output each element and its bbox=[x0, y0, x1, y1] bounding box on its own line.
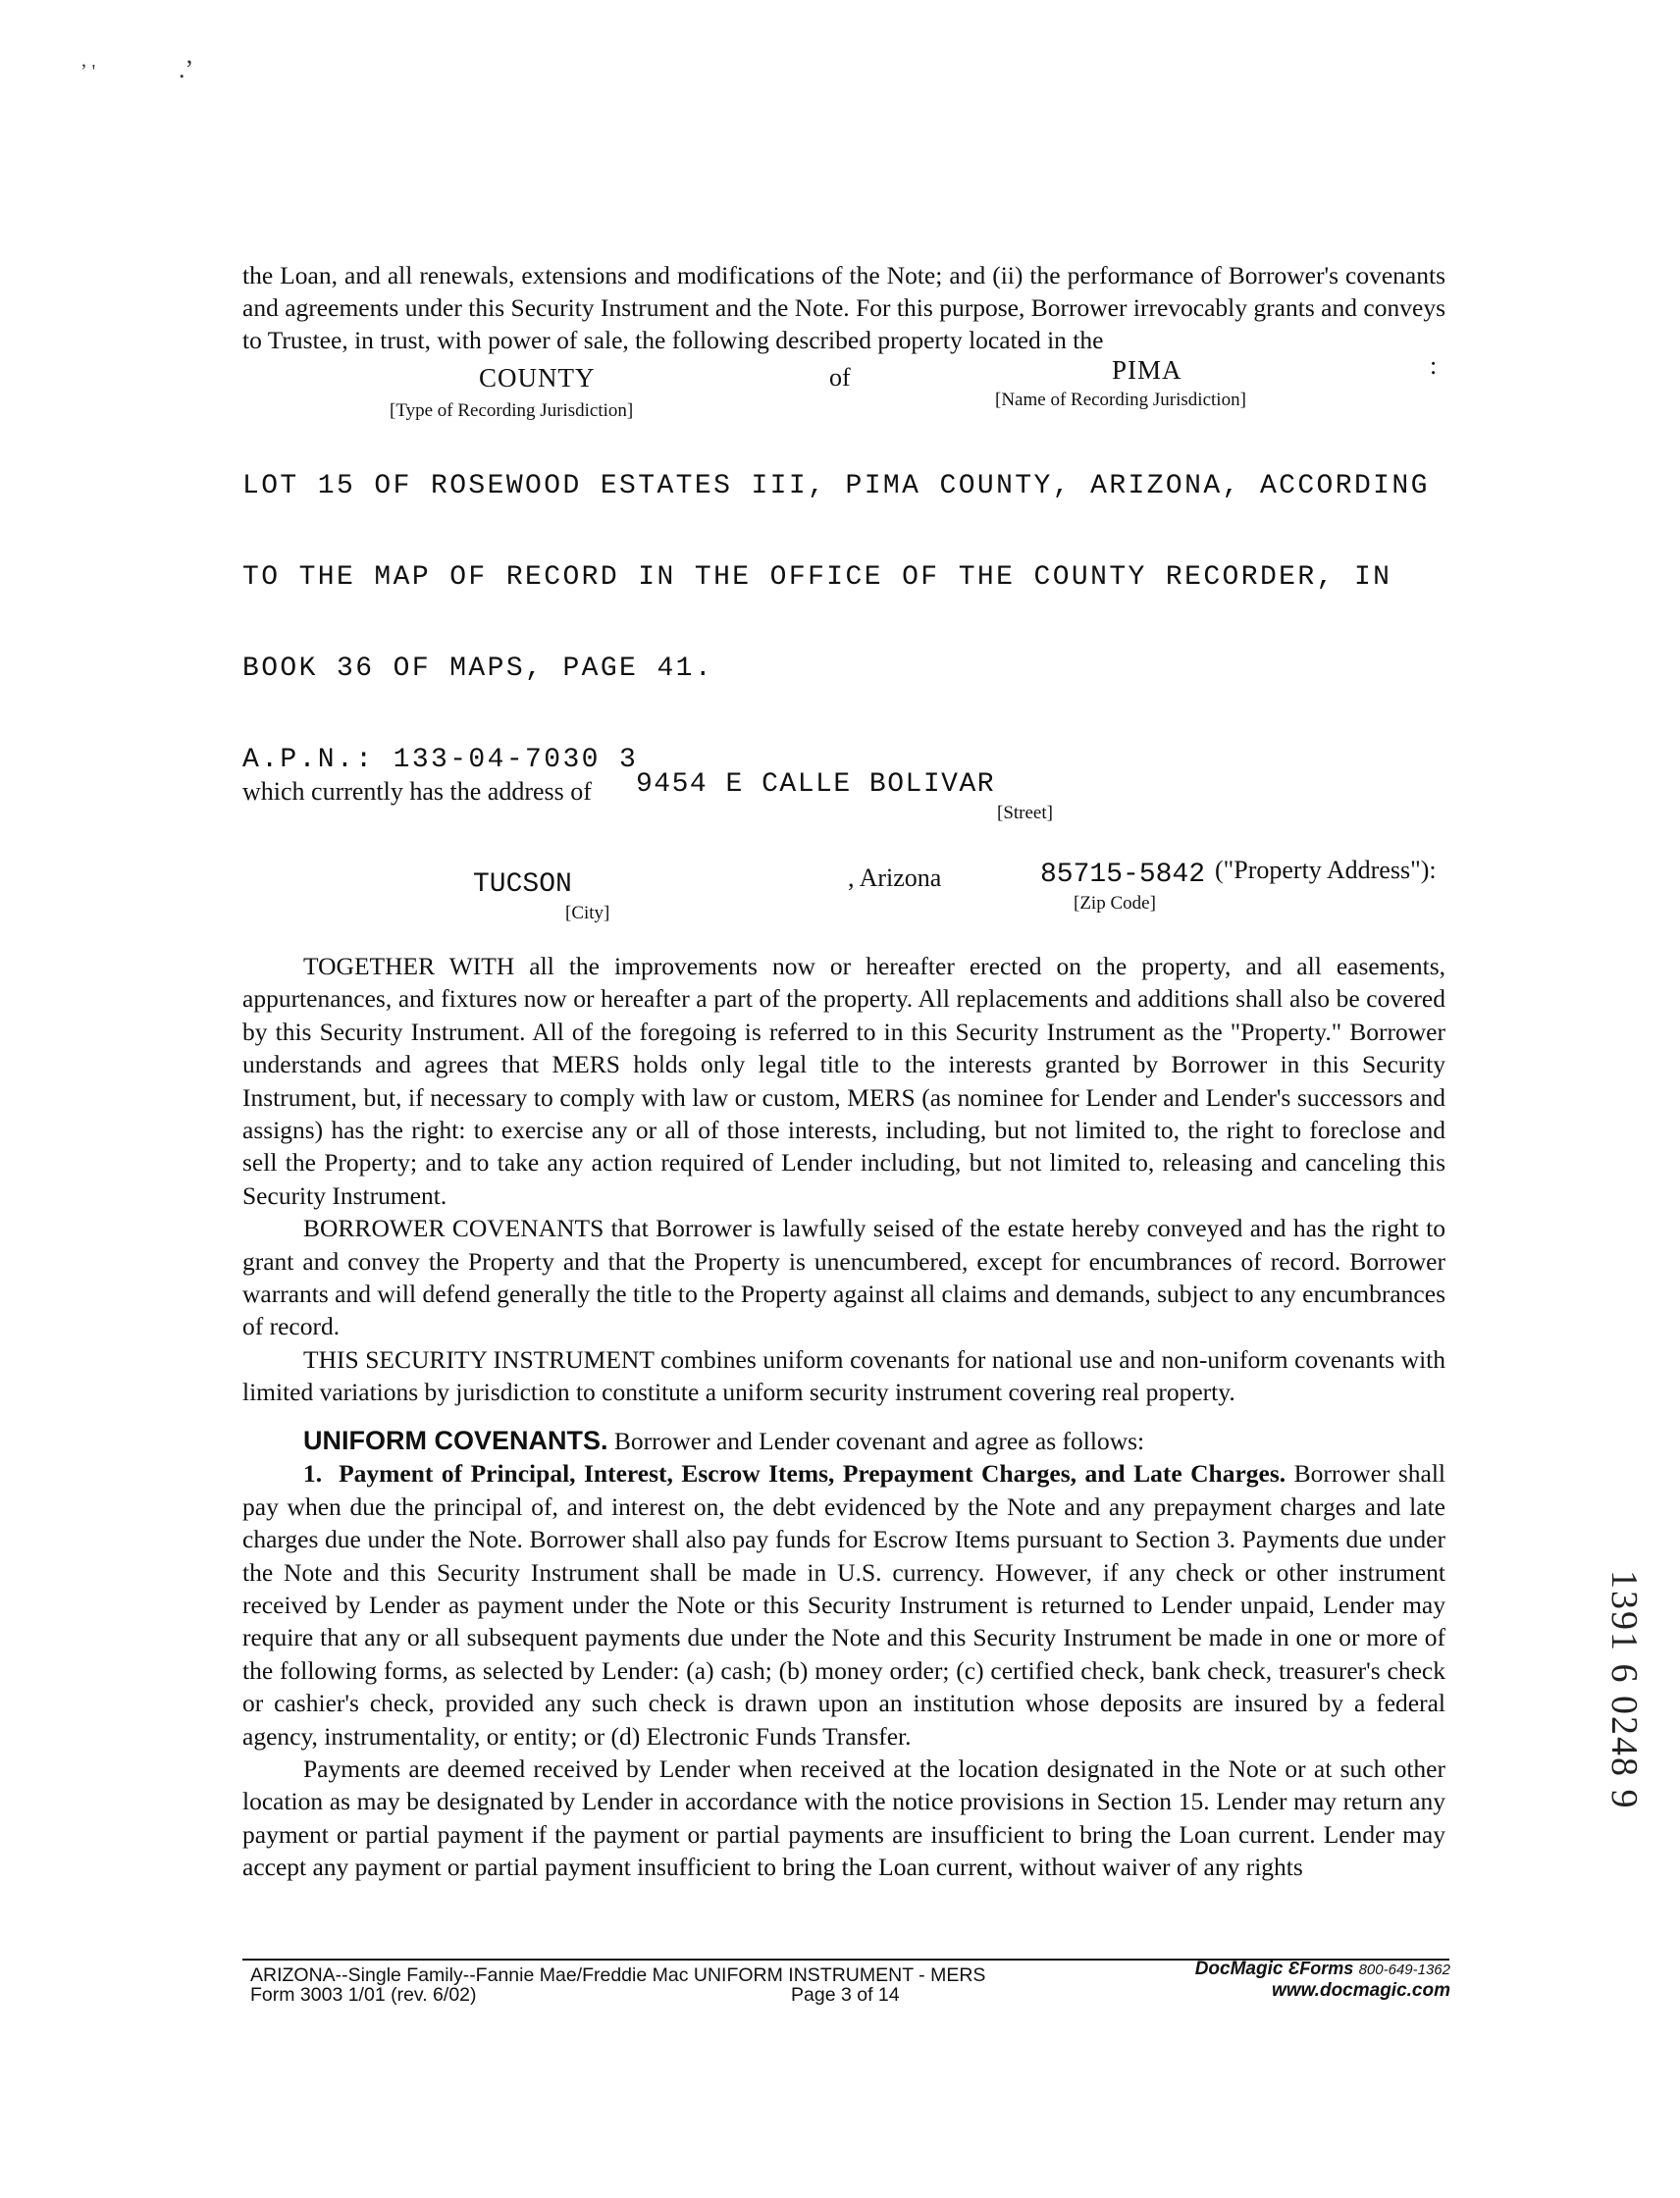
footer-form-title: ARIZONA--Single Family--Fannie Mae/Freddie Mac UNIFORM INSTRUMENT - MERS bbox=[250, 1964, 986, 1986]
legal-line-2: TO THE MAP OF RECORD IN THE OFFICE OF THE COUNTY RECORDER, IN bbox=[242, 562, 1392, 593]
street-label: [Street] bbox=[997, 803, 1053, 823]
legal-line-3: BOOK 36 OF MAPS, PAGE 41. bbox=[242, 654, 714, 684]
property-address-label: ("Property Address"): bbox=[1215, 856, 1437, 884]
margin-stamp bbox=[1605, 1570, 1654, 1810]
scan-mark: .ʼ bbox=[179, 55, 194, 83]
uniform-covenants-heading: UNIFORM COVENANTS. bbox=[303, 1426, 608, 1455]
jurisdiction-of-word: of bbox=[829, 363, 851, 392]
footer-page-number: Page 3 of 14 bbox=[791, 1984, 900, 2006]
intro-text: the Loan, and all renewals, extensions and modifications of the Note; and (ii) the performance of Borrower's covenants and agreements under this Security Instrument and the Note. For this purpose, Borrower irrevocably grants and conveys to Trustee, in trust, with power of sale, the following described property located in the bbox=[242, 261, 1445, 354]
jurisdiction-type-value: COUNTY bbox=[479, 363, 596, 392]
footer-form-number: Form 3003 1/01 (rev. 6/02) bbox=[250, 1984, 477, 2006]
legal-line-1: LOT 15 OF ROSEWOOD ESTATES III, PIMA COUNTY, ARIZONA, ACCORDING bbox=[242, 471, 1430, 501]
footer-phone: 800-649-1362 bbox=[1358, 1962, 1450, 1978]
jurisdiction-colon: : bbox=[1430, 351, 1438, 380]
intro-paragraph bbox=[242, 259, 1445, 356]
payments-deemed-paragraph: Payments are deemed received by Lender when received at the location designated in the Note or at such other location as may be designated by Lender in accordance with the notice provisions in Section 15. Lender may return any payment or partial payment if the payment or partial payments are insufficient to bring the Loan current. Lender may accept any payment or partial payment insufficient to bring the Loan current, without waiver of any rights bbox=[242, 1754, 1445, 1882]
eforms-logo: ƐForms bbox=[1287, 1959, 1354, 1978]
docmagic-logo: DocMagic bbox=[1194, 1959, 1284, 1979]
footer-brand-line bbox=[1146, 1959, 1450, 1980]
state-value: , Arizona bbox=[848, 864, 942, 892]
uniform-covenants-section bbox=[242, 1425, 1445, 1884]
uniform-covenants-heading-rest: Borrower and Lender covenant and agree as follows: bbox=[613, 1427, 1145, 1455]
zip-label: [Zip Code] bbox=[1074, 893, 1156, 914]
borrower-covenants-paragraph: BORROWER COVENANTS that Borrower is lawfully seised of the estate hereby conveyed and has the right to grant and convey the Property and that the Property is unencumbered, except for encumbrances of record. Borrower warrants and will defend generally the title to the Property against all claims and demands, subject to any encumbrances of record. bbox=[242, 1214, 1445, 1341]
legal-description bbox=[242, 410, 1430, 806]
city-value: TUCSON bbox=[473, 869, 572, 900]
covenant-paragraphs bbox=[242, 950, 1445, 1409]
street-value: 9454 E CALLE BOLIVAR bbox=[636, 769, 996, 800]
this-security-paragraph: THIS SECURITY INSTRUMENT combines uniform covenants for national use and non-uniform covenants with limited variations by jurisdiction to constitute a uniform security instrument covering real property. bbox=[242, 1344, 1445, 1407]
together-with-paragraph: TOGETHER WITH all the improvements now or hereafter erected on the property, and all easements, appurtenances, and fixtures now or hereafter a part of the property. All replacements and additions shall also be covered by this Security Instrument. All of the foregoing is referred to in this Security Instrument as the "Property." Borrower understands and agrees that MERS holds only legal title to the interests granted by Borrower in this Security Instrument, but, if necessary to comply with law or custom, MERS (as nominee for Lender and Lender's successors and assigns) has the right: to exercise any or all of those interests, including, but not limited to, the right to foreclose and sell the Property; and to take any action required of Lender including, but not limited to, releasing and canceling this Security Instrument. bbox=[242, 952, 1445, 1210]
jurisdiction-name-value: PIMA bbox=[1112, 355, 1182, 385]
legal-line-4: A.P.N.: 133-04-7030 3 bbox=[242, 745, 639, 775]
jurisdiction-type-label: [Type of Recording Jurisdiction] bbox=[390, 400, 634, 421]
item-1-title: Payment of Principal, Interest, Escrow Items, Prepayment Charges, and Late Charges. bbox=[339, 1459, 1286, 1489]
item-1-text: Borrower shall pay when due the principal of, and interest on, the debt evidenced by the Note and any prepayment charges and late charges due under the Note. Borrower shall also pay funds for Escrow Items pursuant to Section 3. Payments due under the Note and this Security Instrument shall be made in U.S. currency. However, if any check or other instrument received by Lender as payment under the Note or this Security Instrument is returned to Lender unpaid, Lender may require that any or all subsequent payments due under the Note and this Security Instrument be made in one or more of the following forms, as selected by Lender: (a) cash; (b) money order; (c) certified check, bank check, treasurer's check or cashier's check, provided any such check is drawn upon an institution whose deposits are insured by a federal agency, instrumentality, or entity; or (d) Electronic Funds Transfer. bbox=[242, 1459, 1446, 1751]
jurisdiction-name-label: [Name of Recording Jurisdiction] bbox=[995, 390, 1246, 410]
zip-value: 85715-5842 bbox=[1040, 860, 1206, 890]
item-1-number: 1. bbox=[303, 1459, 323, 1489]
footer-right bbox=[1146, 1959, 1450, 2001]
scan-mark: ʼ ' bbox=[80, 61, 96, 82]
item-1-paragraph bbox=[242, 1457, 1445, 1753]
margin-stamp-text: 1391 6 0248 9 bbox=[1603, 1570, 1645, 1810]
address-lead: which currently has the address of bbox=[242, 777, 592, 806]
city-label: [City] bbox=[565, 903, 610, 923]
uniform-covenants-heading-line bbox=[242, 1425, 1445, 1457]
footer-website: www.docmagic.com bbox=[1272, 1980, 1450, 2001]
